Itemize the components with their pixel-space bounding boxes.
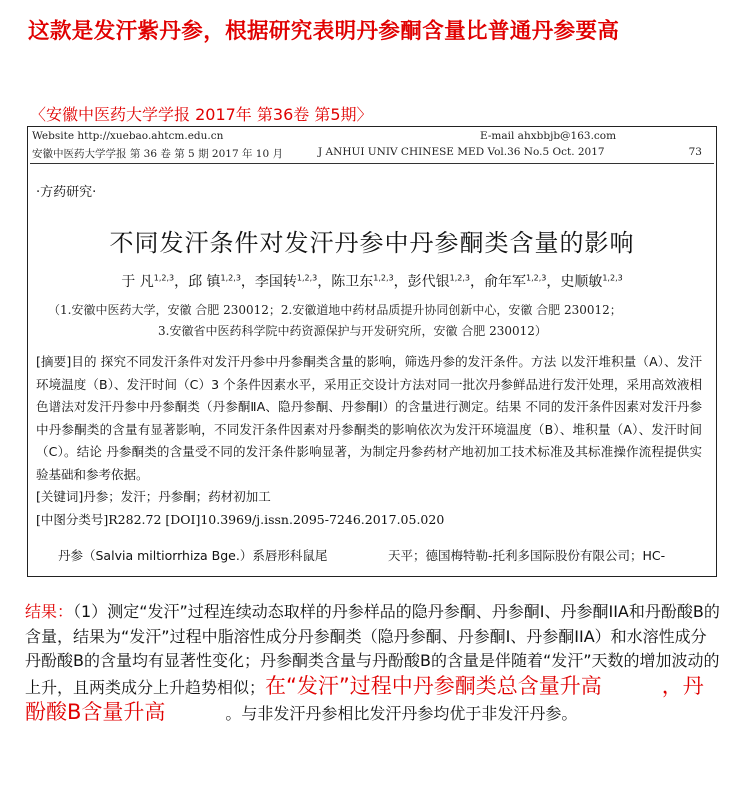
website-line (32, 130, 710, 142)
source-citation: 〈安徽中医药大学学报 2017年 第36卷 第5期〉 (30, 105, 373, 124)
headline: 这款是发汗紫丹参，根据研究表明丹参酮含量比普通丹参要高 (28, 19, 620, 44)
classification-doi: [中图分类号]R282.72 [DOI]10.3969/j.issn.2095-7246.2017.05.020 (36, 512, 445, 527)
header-rule (30, 163, 714, 164)
journal-en: J ANHUI UNIV CHINESE MED Vol.36 No.5 Oct. 2017 (318, 146, 605, 158)
email: E-mail ahxbbjb@163.com (480, 130, 617, 142)
author: 李国转$^{1,2,3}$ (254, 273, 318, 290)
author: 陈卫东$^{1,2,3}$ (331, 273, 394, 290)
result-highlight-2: ，丹酚酸B含量升高 (25, 673, 704, 724)
author: 于 凡$^{1,2,3}$ (121, 273, 175, 290)
keywords: [关键词]丹参；发汗；丹参酮；药材初加工 (36, 489, 271, 504)
section-label: ·方药研究· (36, 185, 97, 200)
author-list: 于 凡$^{1,2,3}$，邱 镇$^{1,2,3}$，李国转$^{1,2,3}$，陈卫东$^{1,2,3}$，彭代银$^{1,2,3}$，俞年军$^{1,2,3}$，史顺敏$^{1,2,3}$ (121, 273, 623, 290)
result-conclusion: 。与非发汗丹参相比发汗丹参均优于非发汗丹参。 (225, 704, 578, 723)
result-summary (25, 600, 721, 727)
paper-title: 不同发汗条件对发汗丹参中丹参酮类含量的影响 (109, 229, 635, 257)
author: 彭代银$^{1,2,3}$ (407, 273, 470, 290)
website: Website http://xuebao.ahtcm.edu.cn (32, 130, 224, 142)
paper-screenshot (27, 126, 717, 577)
author: 邱 镇$^{1,2,3}$ (188, 273, 241, 290)
author: 史顺敏$^{1,2,3}$ (560, 273, 623, 290)
body-text-left: 丹参（Salvia miltiorrhiza Bge.）系唇形科鼠尾 (58, 548, 328, 563)
journal-line (32, 146, 710, 161)
page-number: 73 (688, 146, 702, 158)
body-text-right: 天平；德国梅特勒-托利多国际股份有限公司；HC- (388, 548, 666, 563)
affiliation-line-2: 3.安徽省中医药科学院中药资源保护与开发研究所，安徽 合肥 230012） (158, 324, 547, 338)
abstract: [摘要]目的 探究不同发汗条件对发汗丹参中丹参酮类含量的影响，筛选丹参的发汗条件。方法 以发汗堆积量（A）、发汗环境温度（B）、发汗时间（C）3 个条件因素水平，采用正交设计方法对同一批次丹参鲜品进行发汗处理，采用高效液相色谱法对发汗丹参中丹参酮类（丹参酮ⅡA、隐丹参酮、丹参酮Ⅰ）的含量进行测定。结果 不同的发汗条件因素对发汗丹参中丹参酮类的含量有显著影响，不同发汗条件因素对丹参酮类的影响依次为发汗环境温度（B）、堆积量（A）、发汗时间（C）。结论 丹参酮类的含量受不同的发汗条件影响显著，为制定丹参药材产地初加工技术标准及其标准操作流程提供实验基础和参考依据。 (36, 354, 702, 482)
result-highlight-1: 在“发汗”过程中丹参酮类总含量升高 (265, 673, 602, 698)
result-text: （1）测定“发汗”过程连续动态取样的丹参样品的隐丹参酮、丹参酮I、丹参酮IIA和丹酚酸B的含量，结果为“发汗”过程中脂溶性成分丹参酮类（隐丹参酮、丹参酮I、丹参酮IIA）和水溶性成分丹酚酸B的含量均有显著性变化；丹参酮类含量与丹酚酸B的含量是伴随着“发汗”天数的增加波动的上升，且两类成分上升趋势相似； (25, 602, 720, 697)
author: 俞年军$^{1,2,3}$ (483, 273, 547, 290)
journal-cn: 安徽中医药大学学报 第 36 卷 第 5 期 2017 年 10 月 (32, 148, 283, 160)
result-label: 结果： (25, 602, 74, 621)
affiliation-line-1: （1.安徽中医药大学，安徽 合肥 230012；2.安徽道地中药材品质提升协同创新中心，安徽 合肥 230012； (48, 303, 622, 317)
